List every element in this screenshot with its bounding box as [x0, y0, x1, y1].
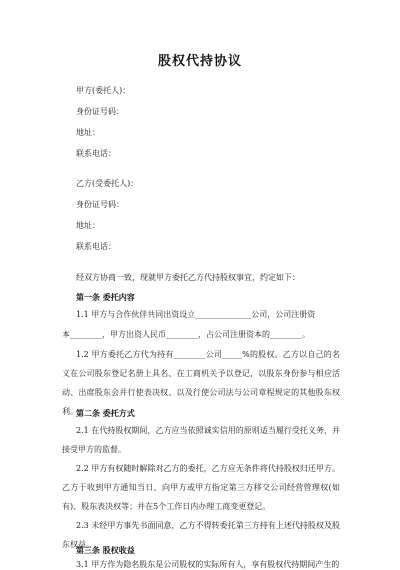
article-2-2-text: 2.2 甲方有权随时解除对乙方的委托，乙方应无条件将代持股权归还甲方。乙方于收到甲方通知当日，向甲方或甲方指定第三方移交公司经营管理权(如有)、股东表决权等；并在5个工作日内办理工商变更登记。: [62, 464, 340, 511]
article-2-3-text: 2.3 未经甲方事先书面同意，乙方不得转委托第三方持有上述代持股权及股东权益。: [62, 521, 340, 549]
document-title: 股权代持协议: [157, 54, 242, 69]
article-2-2-paragraph: [62, 459, 340, 516]
party-b-id: 身份证号码：: [76, 200, 124, 209]
party-b-address: 地址：: [76, 221, 100, 230]
party-a-address: 地址：: [76, 128, 100, 137]
article-1-1-line-1: 1.1 甲方与合作伙伴共同出资设立______________公司，公司注册资: [76, 310, 316, 319]
article-1-2-text: 1.2 甲方委托乙方代为持有________公司_____%的股权。乙方以自己的名义在公司股东登记名册上具名、在工商机关予以登记，以股东身份参与相应活动、出席股东会并行使表决权、以及行使公司法与公司章程规定的其他股东权利。: [62, 350, 340, 416]
article-2-heading: 第二条 委托方式: [76, 408, 135, 418]
party-a-name: 甲方(委托人)：: [76, 86, 131, 95]
article-3-1-text: 3.1 甲方作为隐名股东是公司股权的实际所有人，享有股权代持期间产生的: [76, 560, 340, 569]
party-a-phone: 联系电话：: [76, 149, 116, 158]
party-b-name: 乙方(受委托人)：: [76, 179, 139, 188]
party-b-phone: 联系电话：: [76, 242, 116, 251]
article-1-1-line-2: 本________，甲方出资人民币________，占公司注册资本的________。: [62, 330, 310, 339]
party-a-id: 身份证号码：: [76, 107, 124, 116]
article-1-heading: 第一条 委托内容: [76, 292, 135, 302]
article-2-1-text: 2.1 在代持股权期间，乙方应当依照诚实信用的原则适当履行受托义务，并接受甲方的监督。: [62, 426, 340, 454]
article-2-1-paragraph: [62, 421, 340, 459]
article-3-heading: 第三条 股权收益: [76, 545, 135, 555]
intro-text: 经双方协商一致，现就甲方委托乙方代持股权事宜，约定如下：: [76, 273, 300, 282]
